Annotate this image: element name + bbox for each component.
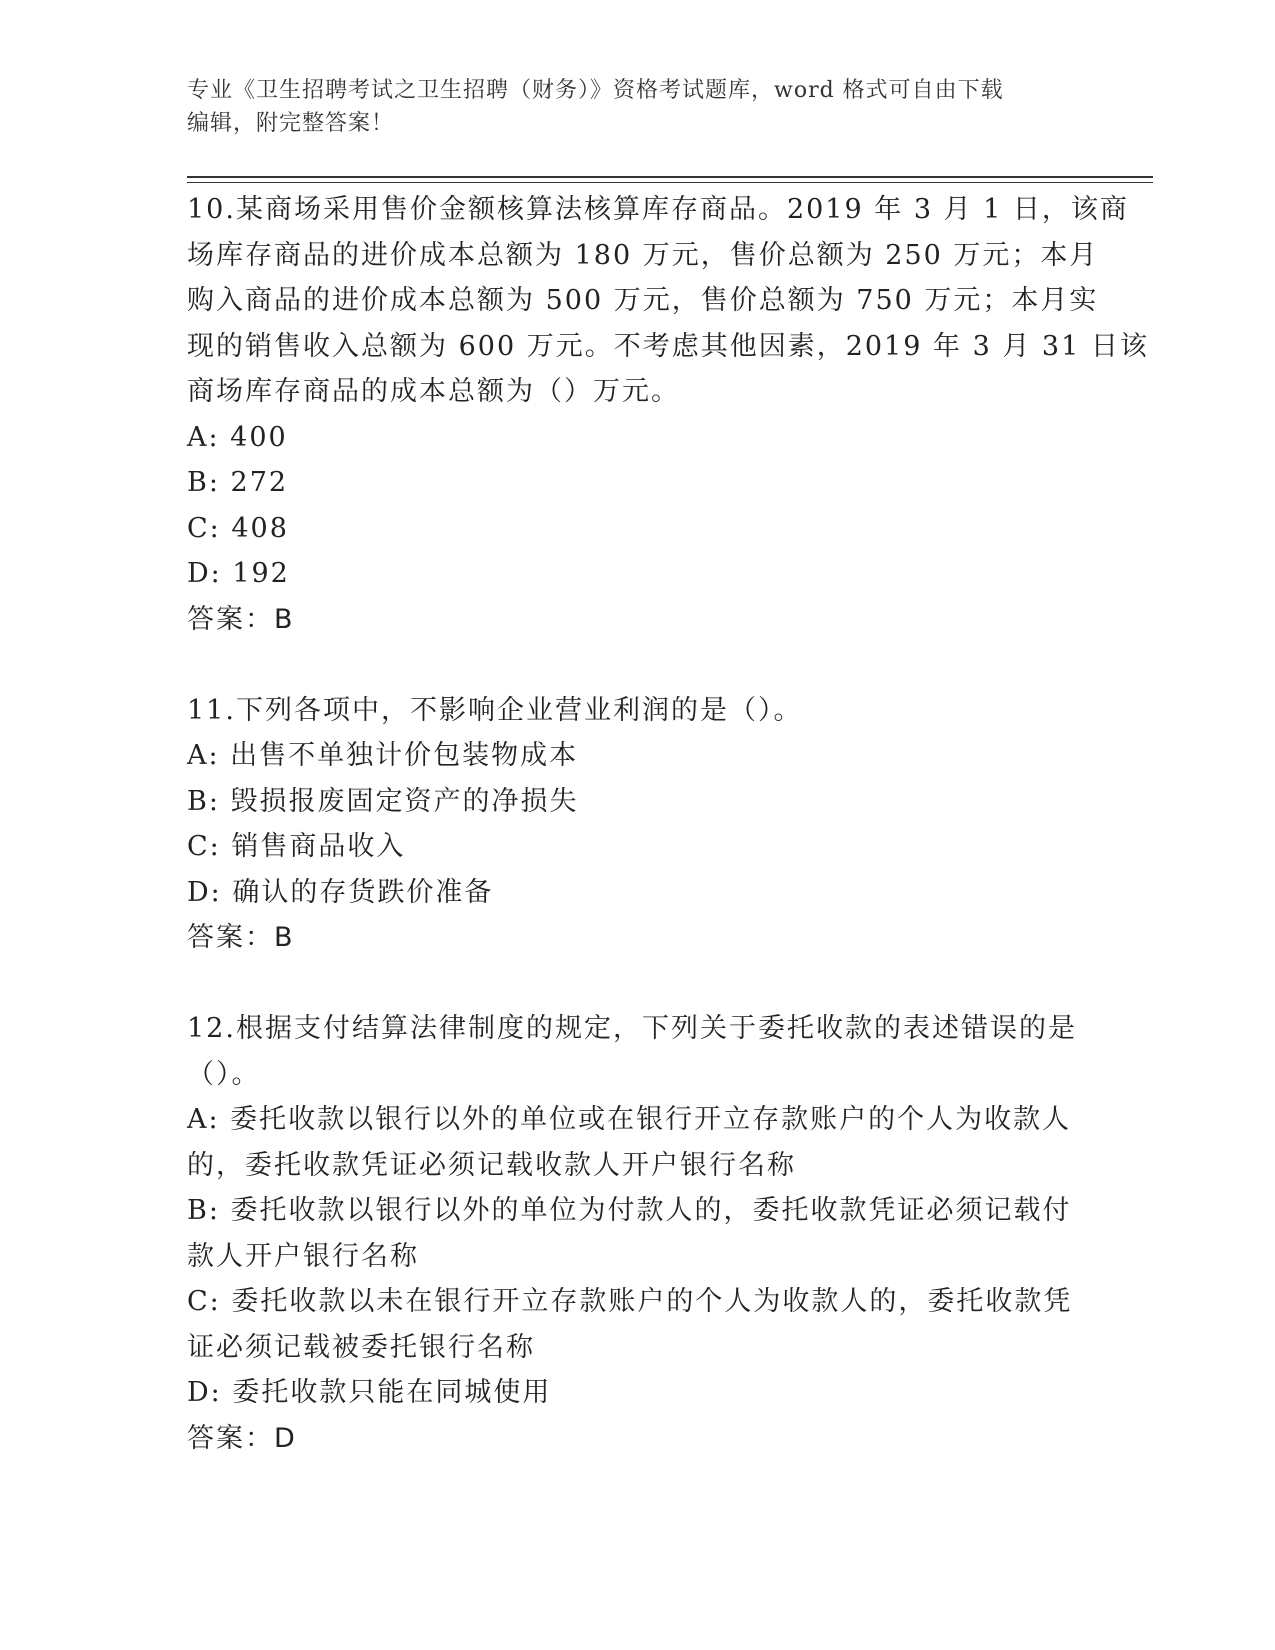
question-10 (187, 187, 1149, 642)
question-stem-line: 商场库存商品的成本总额为（）万元。 (187, 376, 680, 407)
question-stem-line: 11.下列各项中，不影响企业营业利润的是（）。 (187, 694, 803, 726)
answer-label: 答案：B (187, 922, 295, 953)
option-b: B: 委托收款以银行以外的单位为付款人的，委托收款凭证必须记载付 (187, 1195, 1072, 1226)
question-stem-line: 购入商品的进价成本总额为 500 万元，售价总额为 750 万元；本月实 (187, 285, 1099, 316)
question-list (187, 187, 1149, 1507)
header-rule-thick (187, 176, 1153, 178)
header-line-2: 编辑，附完整答案！ (187, 111, 395, 136)
option-c-cont: 证必须记载被委托银行名称 (187, 1331, 535, 1363)
document-header (187, 74, 1067, 140)
question-stem-line: 现的销售收入总额为 600 万元。不考虑其他因素，2019 年 3 月 31 日该 (187, 330, 1149, 362)
answer-label: 答案：D (187, 1422, 297, 1454)
option-b-cont: 款人开户银行名称 (187, 1240, 419, 1272)
option-d: D: 委托收款只能在同城使用 (187, 1377, 552, 1408)
question-stem-line: 10.某商场采用售价金额核算法核算库存商品。2019 年 3 月 1 日，该商 (187, 194, 1129, 225)
option-a-cont: 的，委托收款凭证必须记载收款人开户银行名称 (187, 1149, 796, 1181)
option-a: A: 出售不单独计价包装物成本 (187, 740, 579, 771)
option-b: B: 毁损报废固定资产的净损失 (187, 785, 579, 817)
question-12 (187, 1006, 1087, 1461)
question-11 (187, 688, 1087, 961)
question-stem-line: 场库存商品的进价成本总额为 180 万元，售价总额为 250 万元；本月 (187, 239, 1099, 271)
question-stem-line: （）。 (187, 1058, 261, 1090)
option-c: C: 408 (187, 512, 289, 544)
option-a: A: 400 (187, 421, 288, 453)
option-a: A: 委托收款以银行以外的单位或在银行开立存款账户的个人为收款人 (187, 1104, 1072, 1135)
header-line-1: 专业《卫生招聘考试之卫生招聘（财务）》资格考试题库，word 格式可自由下载 (187, 78, 1004, 103)
option-c: C: 销售商品收入 (187, 831, 406, 862)
header-rule-thin (187, 182, 1153, 183)
option-d: D: 确认的存货跌价准备 (187, 876, 494, 908)
question-stem-line: 12.根据支付结算法律制度的规定，下列关于委托收款的表述错误的是 (187, 1013, 1077, 1044)
option-d: D: 192 (187, 558, 290, 589)
option-b: B: 272 (187, 467, 289, 498)
answer-label: 答案：B (187, 603, 295, 635)
option-c: C: 委托收款以未在银行开立存款账户的个人为收款人的，委托收款凭 (187, 1286, 1073, 1317)
